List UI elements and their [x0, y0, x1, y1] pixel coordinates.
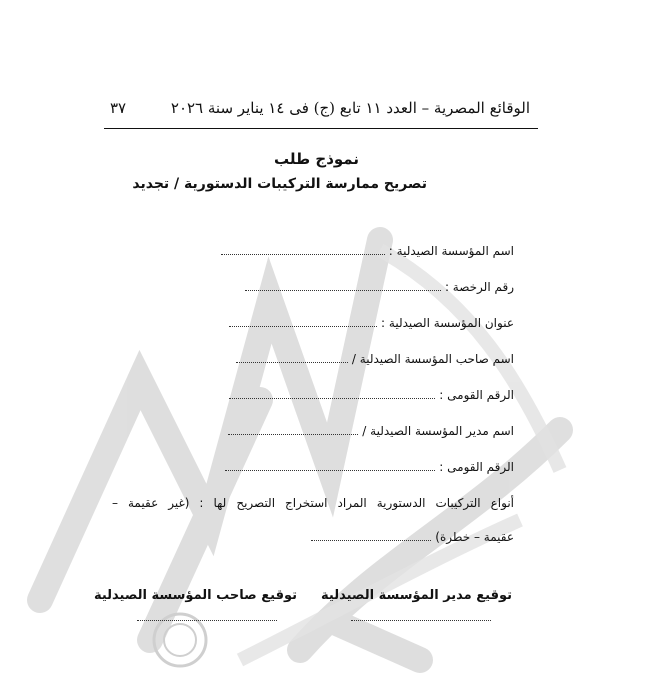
manager-signature-line[interactable] [351, 620, 491, 621]
fill-line [229, 326, 377, 327]
field-label: الرقم القومى : [439, 388, 514, 402]
fill-line [245, 290, 441, 291]
field-label: اسم صاحب المؤسسة الصيدلية / [351, 352, 514, 366]
fill-line [225, 470, 435, 471]
field-label: اسم مدير المؤسسة الصيدلية / [362, 424, 514, 438]
field-label: عنوان المؤسسة الصيدلية : [381, 316, 514, 330]
fill-line [236, 362, 348, 363]
field-pharmacy-address[interactable] [229, 310, 514, 330]
compound-types-line2[interactable] [311, 530, 514, 544]
field-pharmacy-name[interactable] [221, 238, 514, 258]
owner-signature-label: توقيع صاحب المؤسسة الصيدلية [93, 588, 297, 603]
fill-line [229, 398, 435, 399]
page-header [110, 94, 530, 122]
page-number: ٣٧ [110, 99, 127, 117]
field-owner-name[interactable] [236, 346, 514, 366]
gazette-title: الوقائع المصرية – العدد ١١ تابع (ج) فى ١٤ يناير سنة ٢٠٢٦ [170, 99, 530, 117]
field-manager-name[interactable] [228, 418, 514, 438]
fill-line [311, 540, 431, 541]
compound-types-options: عقيمة – خطرة) [435, 530, 514, 544]
manager-signature-label: توقيع مدير المؤسسة الصيدلية [321, 588, 512, 603]
field-owner-national-id[interactable] [229, 382, 514, 402]
field-manager-national-id[interactable] [225, 454, 514, 474]
form-title: نموذج طلب [274, 150, 359, 168]
compound-types-line1: أنواع التركيبات الدستورية المراد استخراج التصريح لها : (غير عقيمة – [112, 496, 514, 510]
fill-line [228, 434, 358, 435]
header-divider [104, 128, 538, 129]
field-label: رقم الرخصة : [444, 280, 514, 294]
field-label: الرقم القومى : [439, 460, 514, 474]
form-subtitle: تصريح ممارسة التركيبات الدستورية / تجديد [132, 176, 427, 192]
field-license-number[interactable] [245, 274, 514, 294]
fill-line [221, 254, 385, 255]
field-label: اسم المؤسسة الصيدلية : [388, 244, 514, 258]
owner-signature-line[interactable] [137, 620, 277, 621]
